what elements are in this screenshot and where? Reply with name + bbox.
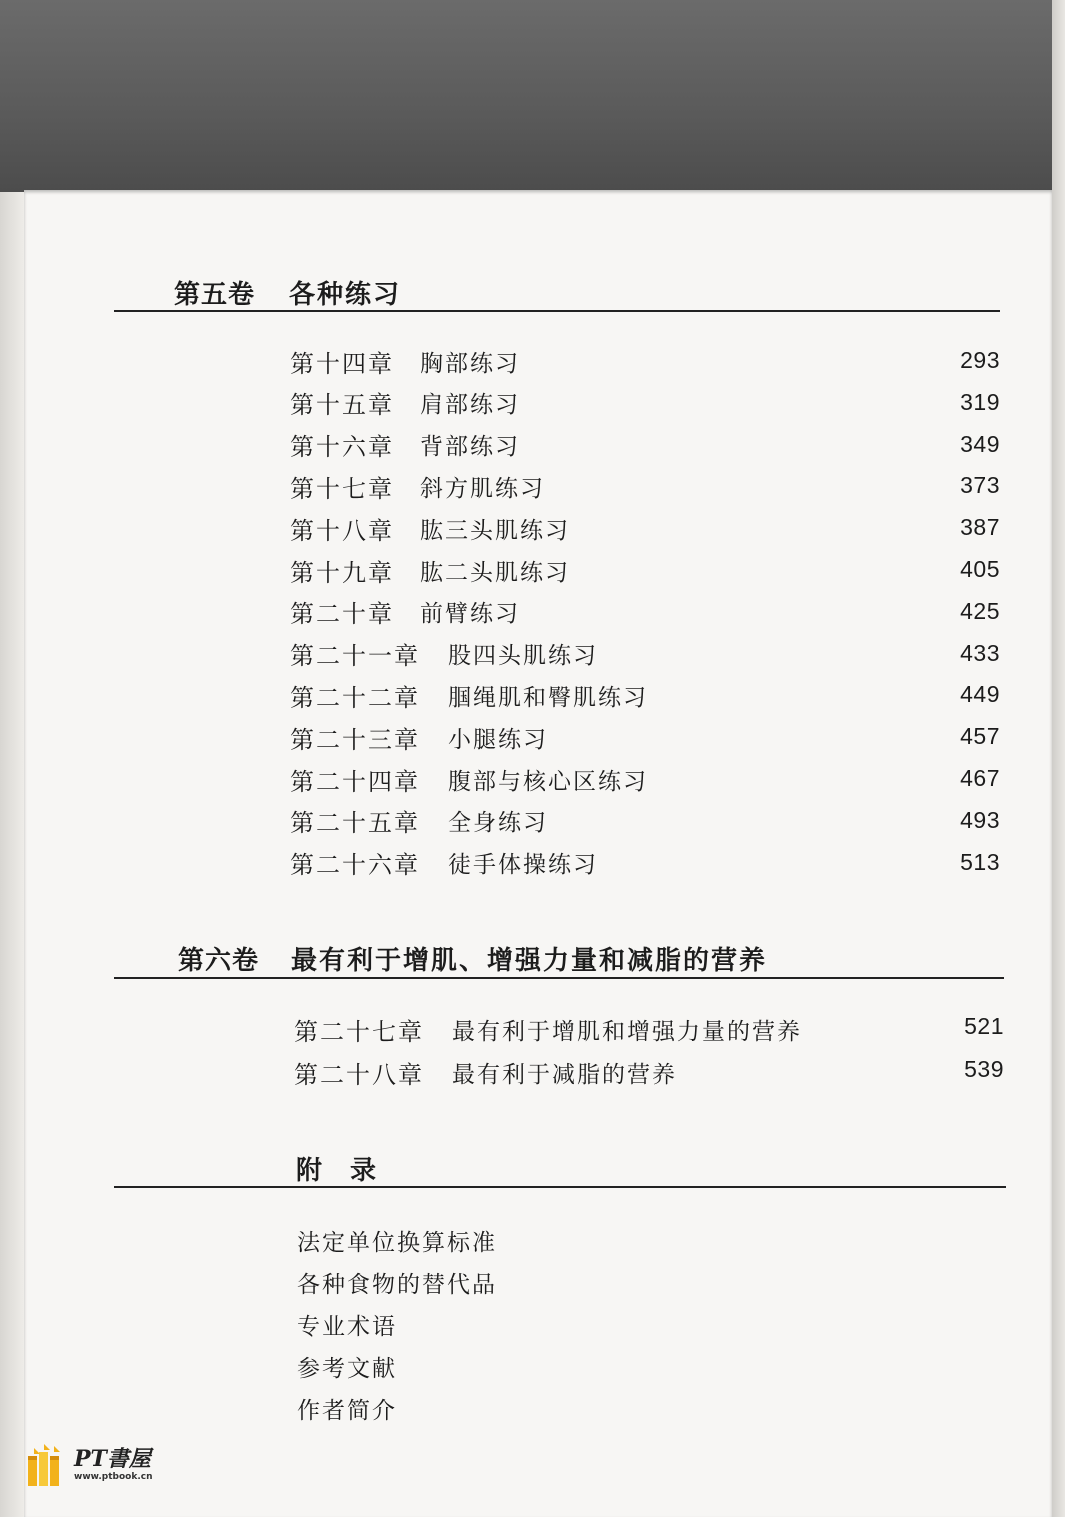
book-cover-band xyxy=(0,0,1065,192)
chapter-title: 最有利于减脂的营养 xyxy=(452,1061,677,1088)
chapter-number: 第十八章 xyxy=(290,516,394,545)
volume6-heading xyxy=(178,940,767,977)
page-number: 405 xyxy=(960,556,1000,582)
chapter-number: 第二十一章 xyxy=(290,642,420,671)
page-number: 425 xyxy=(960,597,1000,624)
page-number: 539 xyxy=(964,1056,1004,1082)
volume5-heading xyxy=(174,274,401,311)
chapter-number: 第二十六章 xyxy=(290,851,420,880)
volume6-title: 最有利于增肌、增强力量和减脂的营养 xyxy=(291,946,768,976)
chapter-number: 第二十四章 xyxy=(290,767,420,796)
chapter-title: 肩部练习 xyxy=(420,392,520,419)
chapter-title: 斜方肌练习 xyxy=(420,475,545,502)
toc-row[interactable] xyxy=(290,594,520,630)
volume5-title: 各种练习 xyxy=(289,280,402,310)
chapter-title: 前臂练习 xyxy=(420,601,520,628)
page-number: 293 xyxy=(960,347,1000,373)
chapter-number: 第二十五章 xyxy=(290,809,420,838)
toc-row[interactable] xyxy=(290,385,520,421)
appendix-heading: 附录 xyxy=(296,1156,405,1186)
appendix-rule xyxy=(114,1186,1006,1188)
volume6-number: 第六卷 xyxy=(178,946,260,976)
chapter-title: 腹部与核心区练习 xyxy=(448,768,648,795)
page-number: 349 xyxy=(960,430,1000,457)
page-number: 521 xyxy=(964,1013,1004,1039)
appendix-item[interactable]: 参考文献 xyxy=(297,1356,397,1382)
toc-row[interactable] xyxy=(290,427,520,463)
chapter-number: 第二十三章 xyxy=(290,725,420,754)
chapter-number: 第十六章 xyxy=(290,433,394,462)
page-number: 449 xyxy=(960,681,1000,708)
chapter-number: 第二十八章 xyxy=(294,1060,424,1089)
chapter-number: 第十四章 xyxy=(290,349,394,378)
chapter-title: 最有利于增肌和增强力量的营养 xyxy=(452,1018,802,1045)
toc-row[interactable] xyxy=(290,510,570,546)
toc-row[interactable] xyxy=(290,552,570,588)
appendix-item[interactable]: 作者简介 xyxy=(297,1398,397,1424)
chapter-number: 第十九章 xyxy=(290,558,394,587)
toc-row[interactable] xyxy=(290,677,648,713)
chapter-title: 腘绳肌和臀肌练习 xyxy=(448,684,648,711)
chapter-number: 第二十七章 xyxy=(294,1017,424,1046)
appendix-item[interactable]: 专业术语 xyxy=(297,1314,397,1340)
chapter-title: 股四头肌练习 xyxy=(448,643,598,670)
book-stack-icon xyxy=(26,1442,70,1488)
page-number: 467 xyxy=(960,765,1000,791)
toc-row[interactable] xyxy=(290,468,545,504)
page-edge-right xyxy=(1052,0,1065,1517)
volume5-rule xyxy=(114,310,1000,312)
toc-row[interactable] xyxy=(290,803,548,839)
toc-row[interactable] xyxy=(290,636,598,672)
page-number: 373 xyxy=(960,472,1000,499)
page-number: 493 xyxy=(960,806,1000,833)
toc-row[interactable] xyxy=(290,343,520,379)
page-edge-left xyxy=(0,192,24,1517)
volume6-rule xyxy=(114,977,1004,979)
chapter-number: 第二十章 xyxy=(290,600,394,629)
chapter-title: 肱二头肌练习 xyxy=(420,559,570,586)
toc-row[interactable] xyxy=(290,845,598,881)
appendix-item[interactable]: 各种食物的替代品 xyxy=(297,1272,497,1298)
chapter-title: 小腿练习 xyxy=(448,726,548,753)
logo-url: www.ptbook.cn xyxy=(74,1472,153,1482)
chapter-number: 第二十二章 xyxy=(290,683,420,712)
page-number: 433 xyxy=(960,639,1000,666)
toc-row[interactable] xyxy=(290,719,548,755)
chapter-number: 第十七章 xyxy=(290,474,394,503)
page-number: 457 xyxy=(960,723,1000,750)
page-number: 319 xyxy=(960,388,1000,415)
appendix-item[interactable]: 法定单位换算标准 xyxy=(297,1230,497,1256)
toc-row[interactable] xyxy=(294,1054,677,1090)
page-number: 513 xyxy=(960,848,1000,875)
page-number: 387 xyxy=(960,514,1000,541)
toc-row[interactable] xyxy=(294,1011,802,1047)
chapter-title: 背部练习 xyxy=(420,434,520,461)
chapter-title: 全身练习 xyxy=(448,810,548,837)
chapter-number: 第十五章 xyxy=(290,391,394,420)
ptbook-logo xyxy=(26,1442,153,1488)
volume5-number: 第五卷 xyxy=(174,280,256,310)
chapter-title: 徒手体操练习 xyxy=(448,852,598,879)
chapter-title: 肱三头肌练习 xyxy=(420,517,570,544)
chapter-title: 胸部练习 xyxy=(420,350,520,377)
toc-row[interactable] xyxy=(290,761,648,797)
logo-name: PT書屋 xyxy=(74,1446,151,1472)
